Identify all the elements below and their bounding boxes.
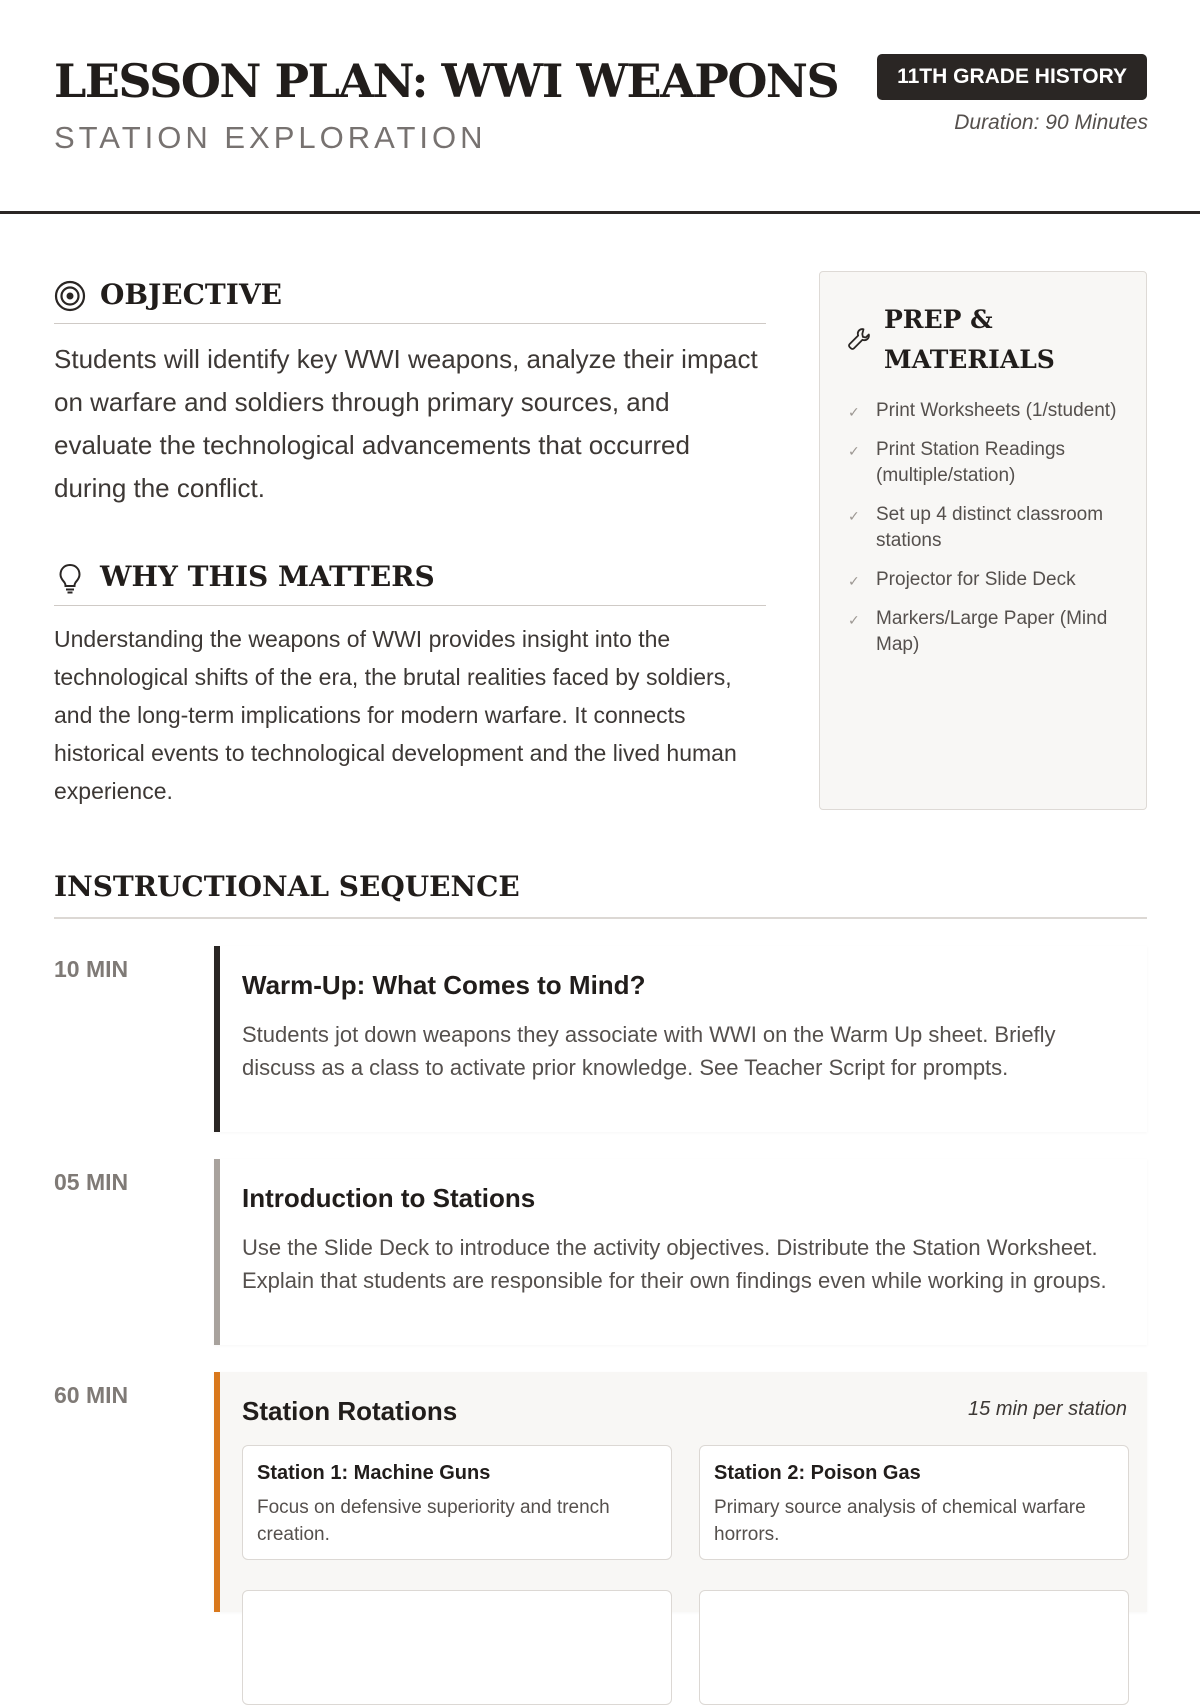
step-time: 60 MIN xyxy=(54,1382,129,1408)
sequence-heading: INSTRUCTIONAL SEQUENCE xyxy=(54,870,520,903)
station-title: Station 1: Machine Guns xyxy=(257,1462,491,1484)
step-time: 10 MIN xyxy=(54,956,129,982)
step-description: Use the Slide Deck to introduce the activity objectives. Distribute the Station Worksheet. Explain that students are responsible for their own findings even while working in groups. xyxy=(242,1235,1107,1293)
objective-heading-row xyxy=(54,272,766,324)
wrench-icon xyxy=(846,326,872,352)
grade-badge: 11TH GRADE HISTORY xyxy=(877,54,1147,100)
station-box-poison-gas xyxy=(699,1445,1129,1560)
check-icon: ✓ xyxy=(848,443,860,459)
per-station-note: 15 min per station xyxy=(968,1398,1127,1420)
prep-item xyxy=(846,398,1126,424)
check-icon: ✓ xyxy=(848,573,860,589)
objective-text: Students will identify key WWI weapons, analyze their impact on warfare and soldiers through primary sources, and evaluate the technological advancements that occurred during the conflict. xyxy=(54,344,758,503)
prep-item-label: Print Worksheets (1/student) xyxy=(876,400,1117,421)
page-title: LESSON PLAN: WWI WEAPONS xyxy=(54,54,839,108)
check-icon: ✓ xyxy=(848,612,860,628)
duration-label: Duration: 90 Minutes xyxy=(954,111,1148,134)
check-icon: ✓ xyxy=(848,404,860,420)
station-description: Primary source analysis of chemical warfare horrors. xyxy=(714,1497,1086,1545)
prep-item xyxy=(846,437,1126,489)
prep-item-label: Print Station Readings (multiple/station) xyxy=(876,439,1066,486)
lightbulb-icon xyxy=(54,562,86,594)
step-description: Students jot down weapons they associate with WWI on the Warm Up sheet. Briefly discuss as a class to activate prior knowledge. See Teacher Script for prompts. xyxy=(242,1022,1056,1080)
sequence-heading-row xyxy=(54,864,1147,919)
prep-item xyxy=(846,606,1126,658)
why-heading: WHY THIS MATTERS xyxy=(100,560,435,593)
why-heading-row xyxy=(54,554,766,606)
step-card-warm-up xyxy=(214,946,1147,1132)
step-card-introduction xyxy=(214,1159,1147,1345)
prep-materials-card xyxy=(819,271,1147,810)
page-subtitle: STATION EXPLORATION xyxy=(54,120,487,155)
step-title: Warm-Up: What Comes to Mind? xyxy=(242,970,646,1000)
page-header xyxy=(0,0,1200,214)
station-description: Focus on defensive superiority and trench creation. xyxy=(257,1497,610,1545)
prep-item-label: Set up 4 distinct classroom stations xyxy=(876,504,1104,551)
why-text: Understanding the weapons of WWI provides insight into the technological shifts of the era, the brutal realities faced by soldiers, and the long-term implications for modern warfare. It connects historical events to technological development and the lived human experience. xyxy=(54,626,737,804)
prep-item-label: Markers/Large Paper (Mind Map) xyxy=(876,608,1108,655)
step-time: 05 MIN xyxy=(54,1169,129,1195)
step-card-station-rotations xyxy=(214,1372,1147,1612)
objective-heading: OBJECTIVE xyxy=(100,278,282,311)
station-box-next xyxy=(699,1590,1129,1705)
check-icon: ✓ xyxy=(848,508,860,524)
prep-item xyxy=(846,502,1126,554)
step-title: Station Rotations xyxy=(242,1396,458,1426)
prep-item xyxy=(846,567,1126,593)
prep-heading: PREP & MATERIALS xyxy=(884,305,1055,374)
station-box-machine-guns xyxy=(242,1445,672,1560)
prep-list xyxy=(846,398,1126,671)
station-title: Station 2: Poison Gas xyxy=(714,1462,921,1484)
station-box-next xyxy=(242,1590,672,1705)
prep-item-label: Projector for Slide Deck xyxy=(876,569,1076,590)
step-title: Introduction to Stations xyxy=(242,1183,536,1213)
target-icon xyxy=(54,280,86,312)
